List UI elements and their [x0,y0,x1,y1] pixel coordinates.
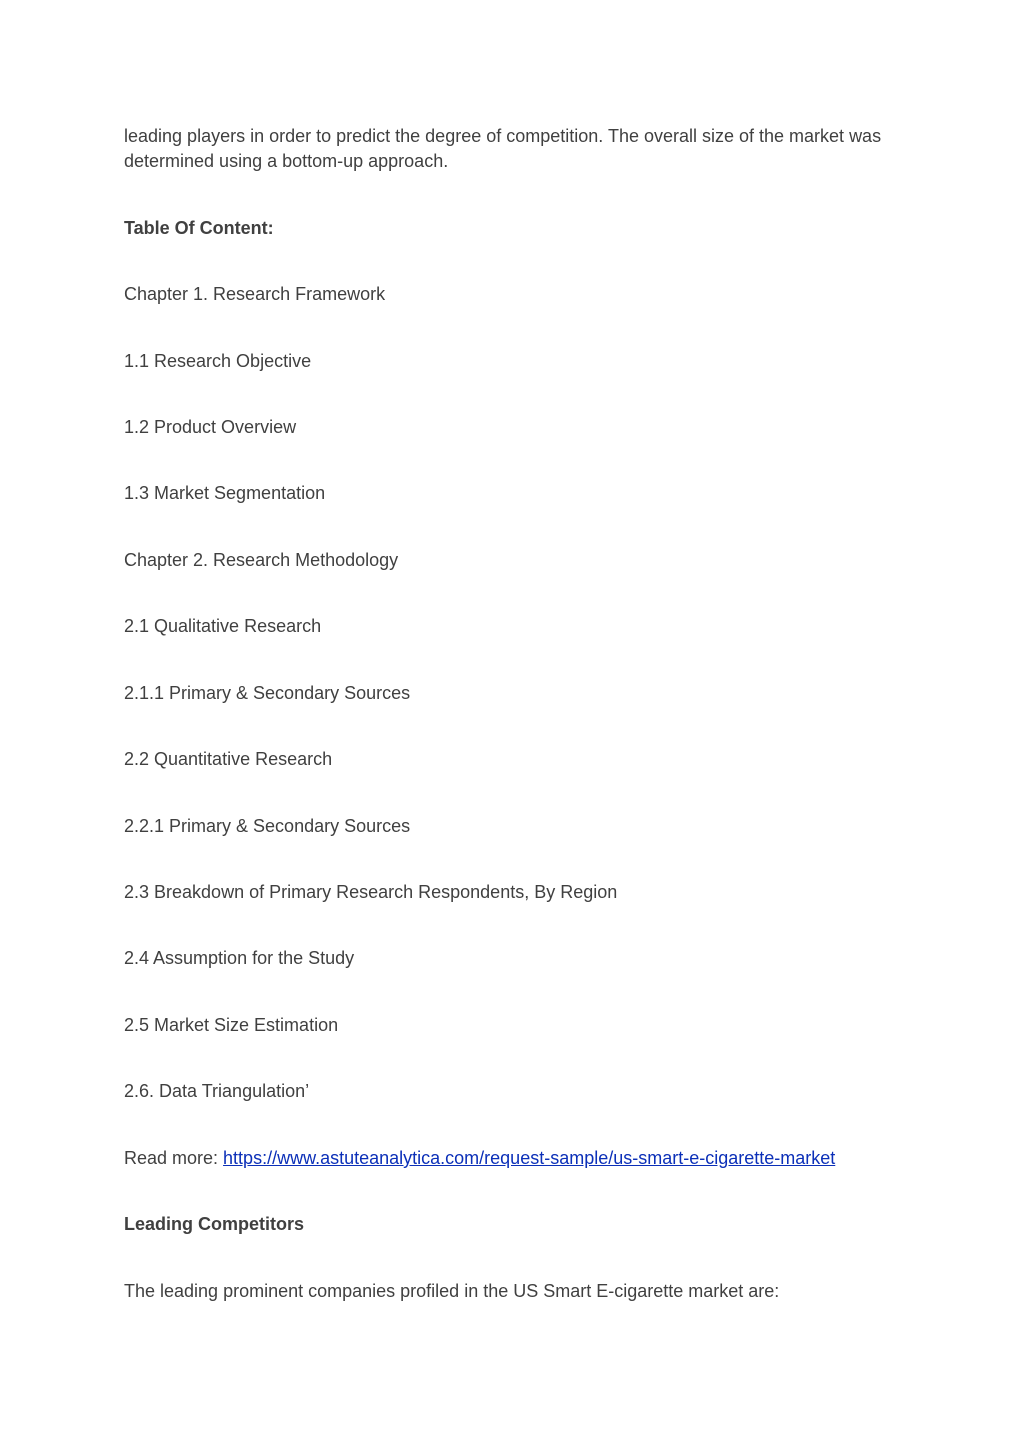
toc-item: 2.2.1 Primary & Secondary Sources [124,816,411,836]
request-sample-link[interactable]: https://www.astuteanalytica.com/request-sample/us-smart-e-cigarette-market [223,1148,836,1168]
competitors-heading: Leading Competitors [124,1214,305,1234]
toc-item: 2.1 Qualitative Research [124,616,322,636]
toc-item: 2.5 Market Size Estimation [124,1015,339,1035]
read-more-line [124,1146,835,1170]
toc-item: 2.3 Breakdown of Primary Research Respondents, By Region [124,882,618,902]
competitors-paragraph: The leading prominent companies profiled in the US Smart E-cigarette market are: [124,1281,780,1301]
toc-item: 2.2 Quantitative Research [124,749,333,769]
toc-item: 2.6. Data Triangulation’ [124,1081,310,1101]
toc-item: 2.1.1 Primary & Secondary Sources [124,683,411,703]
toc-item: 1.1 Research Objective [124,351,312,371]
read-more-label: Read more: [124,1148,224,1168]
intro-paragraph: leading players in order to predict the degree of competition. The overall size of the market was determined using a bottom-up approach. [124,126,882,171]
toc-item: 1.3 Market Segmentation [124,483,326,503]
toc-item: 1.2 Product Overview [124,417,297,437]
toc-item: Chapter 2. Research Methodology [124,550,399,570]
toc-heading: Table Of Content: [124,218,274,238]
toc-item: Chapter 1. Research Framework [124,284,386,304]
toc-item: 2.4 Assumption for the Study [124,948,355,968]
